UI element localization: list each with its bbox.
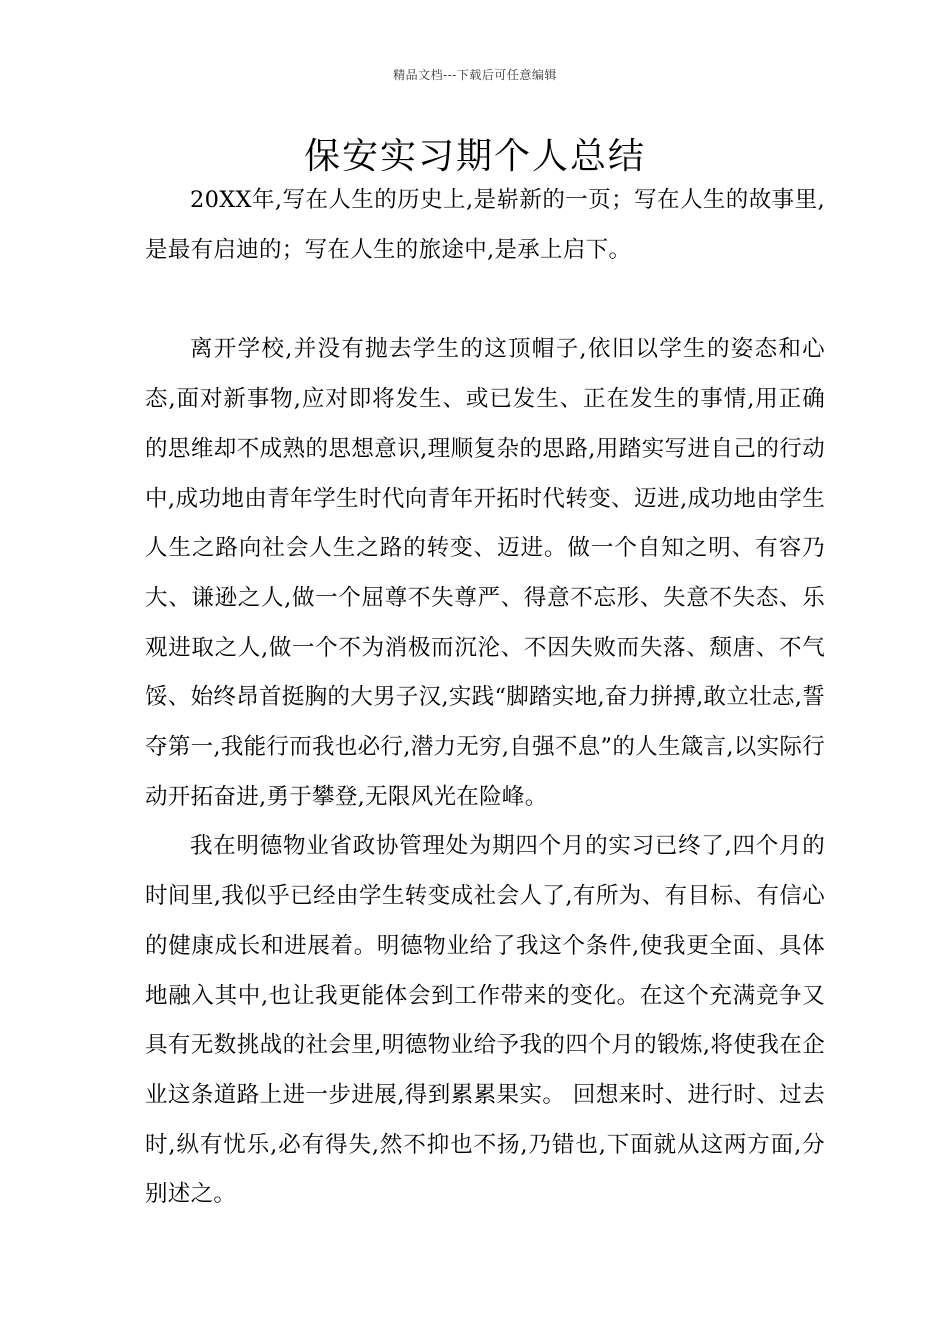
paragraph-3: 我在明德物业省政协管理处为期四个月的实习已终了,四个月的时间里,我似乎已经由学生转变成社会人了,有所为、有目标、有信心的健康成长和进展着。明德物业给了我这个条件,使我更全面、具体地融入其中,也让我更能体会到工作带来的变化。在这个充满竞争又具有无数挑战的社会里,明德物业给予我的四个月的锻炼,将使我在企业这条道路上进一步进展,得到累累果实。 回想来时、进行时、过去时,纵有忧乐,必有得失,然不抑也不扬,乃错也,下面就从这两方面,分别述之。: [145, 833, 825, 1208]
paragraph-gap: [145, 275, 825, 325]
document-body: [145, 176, 825, 1220]
paragraph-2: 离开学校,并没有抛去学生的这顶帽子,依旧以学生的姿态和心态,面对新事物,应对即将发生、或已发生、正在发生的事情,用正确的思维却不成熟的思想意识,理顺复杂的思路,用踏实写进自己的行动中,成功地由青年学生时代向青年开拓时代转变、迈进,成功地由学生人生之路向社会人生之路的转变、迈进。做一个自知之明、有容乃大、谦逊之人,做一个屈尊不失尊严、得意不忘形、失意不失态、乐观进取之人,做一个不为消极而沉沦、不因失败而失落、颓唐、不气馁、始终昂首挺胸的大男子汉,实践“脚踏实地,奋力拼搏,敢立壮志,誓夺第一,我能行而我也必行,潜力无穷,自强不息”的人生箴言,以实际行动开拓奋进,勇于攀登,无限风光在险峰。: [145, 336, 826, 810]
paragraph-1: 20XX年,写在人生的历史上,是崭新的一页；写在人生的故事里,是最有启迪的；写在人生的旅途中,是承上启下。: [145, 187, 825, 263]
page-header: 精品文档---下载后可任意编辑: [393, 68, 557, 82]
document-title: 保安实习期个人总结: [303, 136, 646, 177]
